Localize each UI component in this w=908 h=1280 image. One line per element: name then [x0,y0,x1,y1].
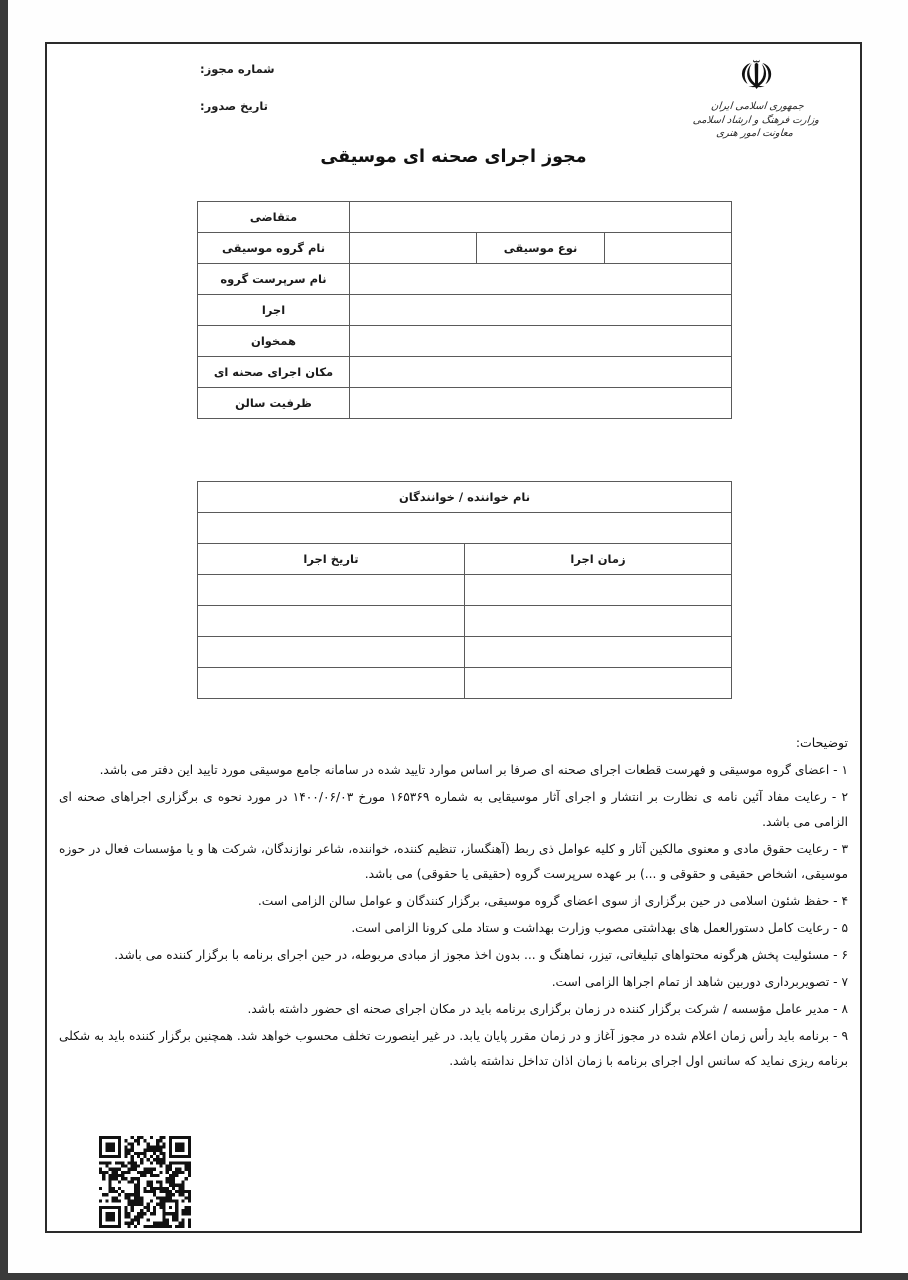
emblem-line-country: جمهوری اسلامی ایران [710,101,805,112]
applicant-info-table [197,201,732,419]
cell-leader-label: نام سرپرست گروه [198,264,350,295]
cell-capacity-label: ظرفیت سالن [198,388,350,419]
permit-number-label: شماره مجوز: [200,62,275,76]
document-frame [45,42,862,1233]
table-row [198,388,732,419]
table-row [198,202,732,233]
table-row [198,357,732,388]
emblem-caption [664,100,848,141]
cell-group-name-value[interactable] [350,233,477,264]
table-row [198,295,732,326]
cell-leader-value[interactable] [350,264,732,295]
cell-time-2[interactable] [465,606,732,637]
note-item: ۹ - برنامه باید رأس زمان اعلام شده در مجوز آغاز و در زمان مقرر پایان یابد. در غیر اینصورت تخلف محسوب خواهد شد. همچنین برگزار کننده باید به شکلی برنامه ریزی نماید که سانس اول اجرای برنامه با زمان اذان تداخل نداشته باشد. [59,1029,848,1068]
cell-music-type-label: نوع موسیقی [477,233,604,264]
cell-singer-value[interactable] [198,513,732,544]
iran-emblem-icon: ☫ [738,53,774,99]
table-row [198,482,732,513]
table-row [198,326,732,357]
table-row [198,637,732,668]
cell-time-1[interactable] [465,575,732,606]
note-item: ۸ - مدیر عامل مؤسسه / شرکت برگزار کننده در زمان برگزاری برنامه باید در مکان اجرای صحنه ای حضور داشته باشد. [247,1002,848,1016]
note-item: ۷ - تصویربرداری دوربین شاهد از تمام اجراها الزامی است. [551,975,848,989]
emblem-line-ministry: وزارت فرهنگ و ارشاد اسلامی [692,114,820,126]
column-header-performance-date: تاریخ اجرا [198,544,465,575]
cell-performance-value[interactable] [350,295,732,326]
note-item: ۱ - اعضای گروه موسیقی و فهرست قطعات اجرای صحنه ای صرفا بر اساس موارد تایید شده در سامانه جامع موسیقی مورد تایید این دفتر می باشد. [99,763,848,777]
cell-singer-header: نام خواننده / خوانندگان [198,482,732,513]
cell-date-2[interactable] [198,606,465,637]
note-item: ۶ - مسئولیت پخش هرگونه محتواهای تبلیغاتی، تیزر، نماهنگ و ... بدون اخذ مجوز از مبادی مربوطه، در حین اجرای برنامه با برگزار کننده می باشد. [114,948,848,962]
cell-time-3[interactable] [465,637,732,668]
table-row [198,544,732,575]
table-row [198,513,732,544]
cell-performance-label: اجرا [198,295,350,326]
issue-date-label: تاریخ صدور: [200,99,268,113]
verification-qr-code[interactable] [99,1136,191,1228]
cell-group-extra-value[interactable] [604,233,731,264]
column-header-performance-time: زمان اجرا [465,544,732,575]
ministry-emblem [666,54,846,141]
qr-code-icon [99,1136,191,1228]
cell-venue-value[interactable] [350,357,732,388]
notes-heading: توضیحات: [795,735,848,750]
note-item: ۴ - حفظ شئون اسلامی در حین برگزاری از سوی اعضای گروه موسیقی، برگزار کنندگان و عوامل سالن الزامی است. [257,894,848,908]
cell-applicant-label: متقاضی [198,202,350,233]
notes-section [59,734,848,1076]
table-row [198,606,732,637]
cell-group-name-label: نام گروه موسیقی [198,233,350,264]
cell-time-4[interactable] [465,668,732,699]
cell-venue-label: مکان اجرای صحنه ای [198,357,350,388]
cell-applicant-value[interactable] [350,202,732,233]
cell-date-1[interactable] [198,575,465,606]
cell-chorus-label: همخوان [198,326,350,357]
cell-capacity-value[interactable] [350,388,732,419]
permit-meta [200,62,390,136]
emblem-line-deputy: معاونت امور هنری [715,128,794,139]
note-item: ۲ - رعایت مفاد آئین نامه ی نظارت بر انتشار و اجرای آثار موسیقایی به شماره ۱۶۵۳۶۹ مورخ ۱۴۰۰/۰۶/۰۳ در مورد نحوه ی برگزاری اجراهای صحنه ای الزامی می باشد. [59,790,848,829]
cell-date-4[interactable] [198,668,465,699]
page-title: مجوز اجرای صحنه ای موسیقی [320,147,587,167]
table-row [198,575,732,606]
note-item: ۳ - رعایت حقوق مادی و معنوی مالکین آثار و کلیه عوامل ذی ربط (آهنگساز، تنظیم کننده، خواننده، شاعر نوازندگان، شرکت ها و یا مؤسسات فعال در حوزه موسیقی، اشخاص حقیقی و حقوقی و ...) بر عهده سرپرست گروه (حقیقی یا حقوقی) می باشد. [59,842,848,881]
note-item: ۵ - رعایت کامل دستورالعمل های بهداشتی مصوب وزارت بهداشت و ستاد ملی کرونا الزامی است. [351,921,848,935]
table-row [198,668,732,699]
cell-date-3[interactable] [198,637,465,668]
performance-schedule-table [197,481,732,699]
table-row [198,264,732,295]
table-row [198,233,732,264]
cell-chorus-value[interactable] [350,326,732,357]
